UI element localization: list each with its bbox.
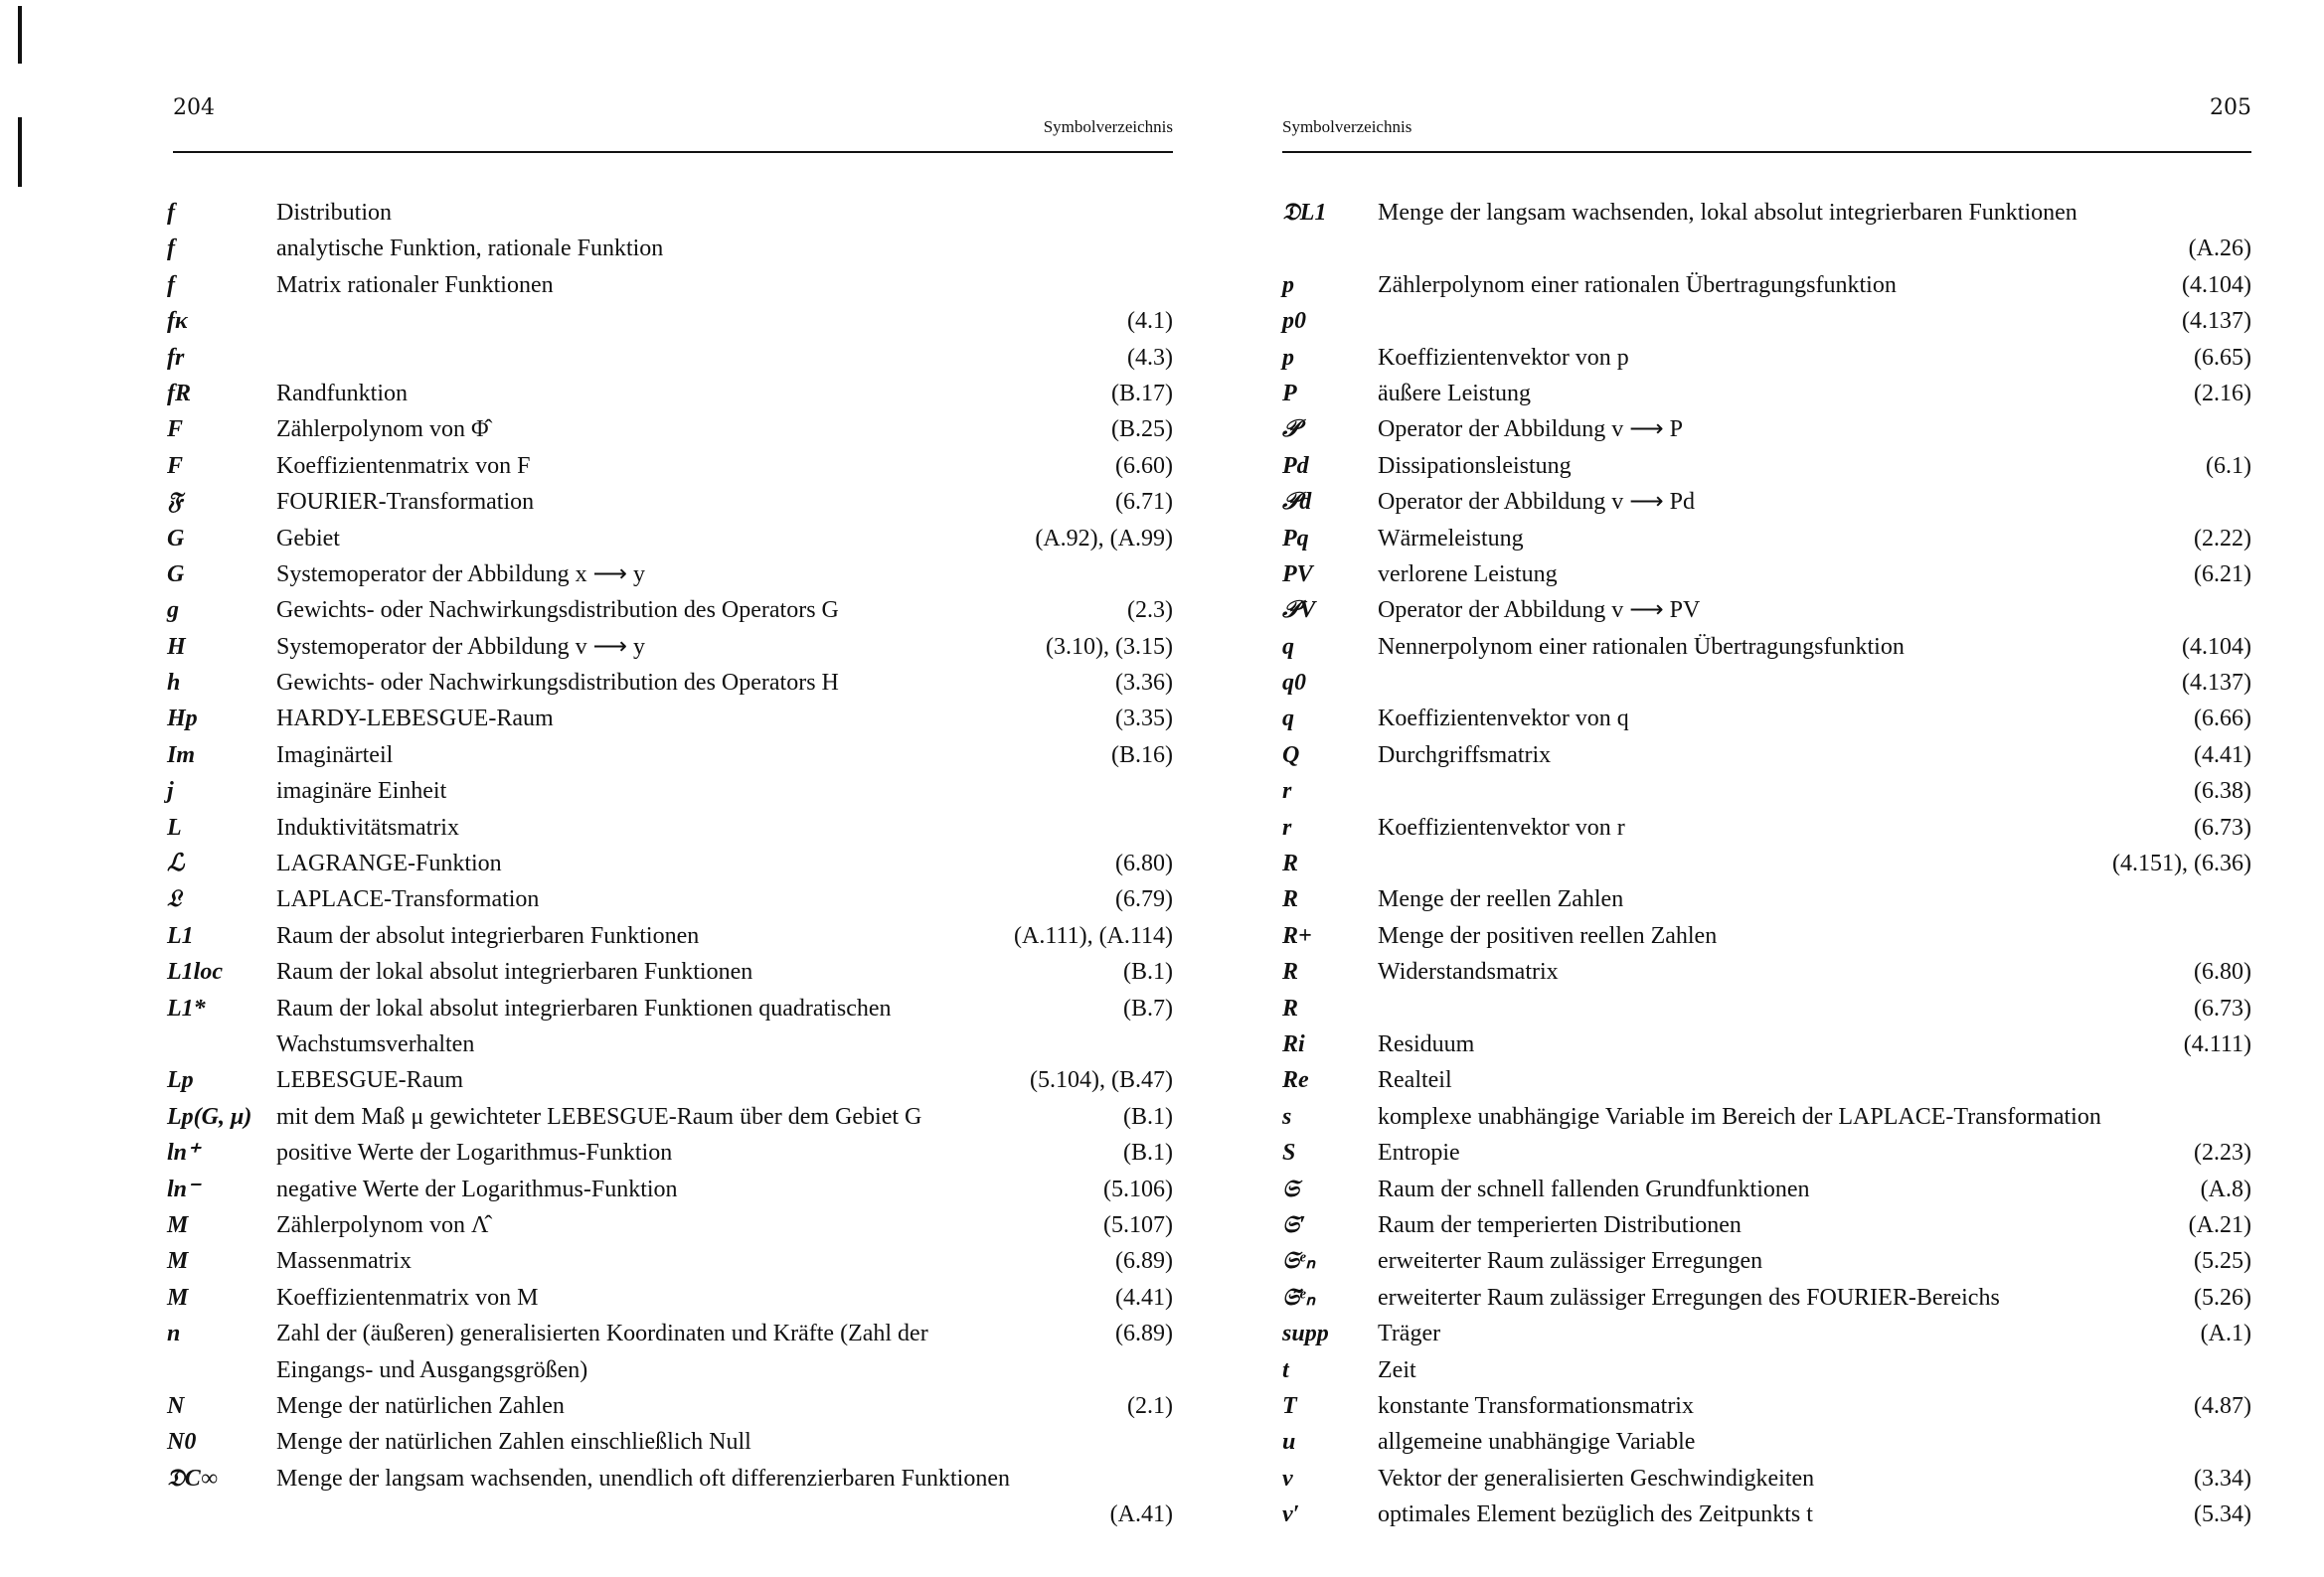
entry-symbol: 𝔇L1 (1282, 200, 1327, 226)
list-item (149, 1026, 1173, 1062)
entry-symbol: T (1282, 1392, 1297, 1419)
list-item (149, 1316, 1173, 1351)
entry-symbol: 𝔖 (1282, 1176, 1299, 1202)
entry-description: LAPLACE-Transformation (276, 886, 540, 913)
entry-reference: (2.23) (2194, 1140, 2251, 1167)
entry-reference: (5.104), (B.47) (1030, 1067, 1173, 1094)
list-item (1262, 1062, 2251, 1098)
entry-description: Gewichts- oder Nachwirkungsdistribution des Operators G (276, 597, 839, 624)
entry-description: negative Werte der Logarithmus-Funktion (276, 1176, 678, 1202)
list-item (1262, 1099, 2251, 1135)
entry-reference: (3.34) (2194, 1465, 2251, 1492)
list-item (149, 411, 1173, 447)
entry-description: komplexe unabhängige Variable im Bereich der LAPLACE-Transformation (1378, 1103, 2101, 1130)
entry-reference: (4.111) (2183, 1030, 2251, 1057)
list-item (1262, 592, 2251, 628)
entry-symbol: q0 (1282, 670, 1306, 697)
list-item (149, 1352, 1173, 1388)
list-item (149, 737, 1173, 773)
entry-description: allgemeine unabhängige Variable (1378, 1429, 1696, 1456)
entry-symbol: PV (1282, 560, 1313, 587)
entry-symbol: f (167, 200, 175, 226)
list-item (1262, 1207, 2251, 1243)
entry-reference: (5.107) (1103, 1211, 1173, 1238)
entry-description: Eingangs- und Ausgangsgrößen) (276, 1356, 588, 1383)
header-rule (173, 151, 1173, 153)
entry-symbol: fκ (167, 308, 188, 335)
entry-symbol: q (1282, 633, 1294, 660)
list-item (149, 1424, 1173, 1460)
entry-description: Koeffizientenvektor von q (1378, 706, 1629, 732)
entry-description: Massenmatrix (276, 1248, 412, 1275)
list-item (149, 1135, 1173, 1171)
entry-description: Zählerpolynom einer rationalen Übertragungsfunktion (1378, 271, 1897, 298)
list-item (149, 846, 1173, 881)
entry-reference: (A.8) (2200, 1176, 2251, 1202)
entry-reference: (6.66) (2194, 706, 2251, 732)
entry-symbol: supp (1282, 1321, 1329, 1347)
entry-reference: (3.35) (1115, 706, 1173, 732)
list-item (149, 340, 1173, 376)
list-item (149, 1243, 1173, 1279)
list-item (149, 1062, 1173, 1098)
entry-symbol: 𝒫V (1282, 597, 1316, 624)
entry-description: analytische Funktion, rationale Funktion (276, 236, 664, 262)
entry-symbol: p (1282, 344, 1294, 371)
entry-symbol: p (1282, 271, 1294, 298)
entry-reference: (4.41) (1115, 1284, 1173, 1311)
entry-reference: (2.1) (1127, 1392, 1173, 1419)
list-item (149, 1388, 1173, 1424)
list-item (1262, 1424, 2251, 1460)
entry-symbol: s (1282, 1103, 1292, 1130)
entry-symbol: Ri (1282, 1030, 1305, 1057)
entry-symbol: N (167, 1392, 185, 1419)
entry-symbol: t (1282, 1356, 1289, 1383)
entry-description: Koeffizientenvektor von r (1378, 814, 1625, 841)
entry-description: Imaginärteil (276, 741, 394, 768)
list-item (1262, 665, 2251, 701)
entry-description: Menge der langsam wachsenden, unendlich oft differenzierbaren Funktionen (276, 1465, 1010, 1492)
entry-reference: (5.25) (2194, 1248, 2251, 1275)
list-item (1262, 1497, 2251, 1532)
entry-symbol: G (167, 525, 185, 552)
entry-reference: (B.1) (1123, 1140, 1173, 1167)
right-page (1262, 0, 2251, 1577)
list-item (149, 954, 1173, 990)
list-item (149, 1280, 1173, 1316)
list-item (1262, 1461, 2251, 1497)
entry-reference: (6.89) (1115, 1321, 1173, 1347)
entry-symbol: R+ (1282, 922, 1312, 949)
entry-reference: (6.71) (1115, 489, 1173, 516)
list-item (149, 376, 1173, 411)
entry-symbol: Pd (1282, 452, 1309, 479)
list-item (1262, 521, 2251, 556)
entry-reference: (4.137) (2182, 670, 2251, 697)
list-item (1262, 954, 2251, 990)
entry-reference: (6.1) (2206, 452, 2251, 479)
entry-description: Raum der lokal absolut integrierbaren Funktionen (276, 959, 753, 986)
binding-mark-middle (18, 117, 22, 187)
entry-description: Zahl der (äußeren) generalisierten Koordinaten und Kräfte (Zahl der (276, 1321, 928, 1347)
list-item (1262, 881, 2251, 917)
entry-symbol: L1loc (167, 959, 223, 986)
entry-reference: (A.26) (2188, 236, 2251, 262)
entry-symbol: Q (1282, 741, 1300, 768)
entry-description: Zählerpolynom von Λ̂ (276, 1211, 489, 1238)
list-item (1262, 411, 2251, 447)
entry-symbol: R (1282, 886, 1299, 913)
entry-description: Menge der natürlichen Zahlen einschließlich Null (276, 1429, 751, 1456)
entry-symbol: S (1282, 1140, 1296, 1167)
entry-symbol: F (167, 452, 184, 479)
list-item (1262, 1316, 2251, 1351)
list-item (1262, 303, 2251, 339)
list-item (149, 1172, 1173, 1207)
list-item (149, 665, 1173, 701)
entry-reference: (5.26) (2194, 1284, 2251, 1311)
entry-description: Koeffizientenmatrix von M (276, 1284, 539, 1311)
list-item (1262, 629, 2251, 665)
entry-symbol: Pq (1282, 525, 1309, 552)
entry-symbol: fr (167, 344, 185, 371)
entry-reference: (6.21) (2194, 560, 2251, 587)
entry-description: mit dem Maß μ gewichteter LEBESGUE-Raum über dem Gebiet G (276, 1103, 922, 1130)
entry-description: Widerstandsmatrix (1378, 959, 1559, 986)
entry-reference: (6.80) (1115, 851, 1173, 877)
entry-description: optimales Element bezüglich des Zeitpunkts t (1378, 1501, 1813, 1528)
entry-description: FOURIER-Transformation (276, 489, 535, 516)
entry-description: Realteil (1378, 1067, 1452, 1094)
entry-symbol: M (167, 1248, 189, 1275)
entry-symbol: Lp(G, μ) (167, 1103, 252, 1130)
entry-reference: (6.60) (1115, 452, 1173, 479)
entry-reference: (6.73) (2194, 814, 2251, 841)
entry-description: Zeit (1378, 1356, 1416, 1383)
entry-reference: (2.3) (1127, 597, 1173, 624)
entry-description: Randfunktion (276, 380, 408, 406)
entry-description: Gebiet (276, 525, 340, 552)
entry-description: Vektor der generalisierten Geschwindigkeiten (1378, 1465, 1815, 1492)
entry-description: Dissipationsleistung (1378, 452, 1572, 479)
entry-symbol: f (167, 236, 175, 262)
list-item (1262, 1352, 2251, 1388)
list-item (149, 881, 1173, 917)
list-item (1262, 376, 2251, 411)
list-item (149, 521, 1173, 556)
entry-reference: (5.34) (2194, 1501, 2251, 1528)
entry-symbol: M (167, 1211, 189, 1238)
entry-symbol: v′ (1282, 1501, 1300, 1528)
entry-reference: (4.104) (2182, 633, 2251, 660)
entry-description: Durchgriffsmatrix (1378, 741, 1552, 768)
list-item (1262, 556, 2251, 592)
list-item (1262, 773, 2251, 809)
entry-symbol: ℒ (167, 851, 185, 877)
entry-description: Raum der schnell fallenden Grundfunktionen (1378, 1176, 1810, 1202)
entry-symbol: 𝒫d (1282, 489, 1312, 516)
list-item (149, 556, 1173, 592)
entry-reference: (B.7) (1123, 995, 1173, 1022)
entry-symbol: n (167, 1321, 181, 1347)
symbol-list (1262, 195, 2251, 1532)
entry-symbol: 𝔉 (167, 489, 183, 516)
entry-symbol: p0 (1282, 308, 1306, 335)
list-item (149, 701, 1173, 736)
entry-symbol: Lp (167, 1067, 194, 1094)
list-item (1262, 701, 2251, 736)
binding-mark-top (18, 6, 22, 64)
list-item (1262, 340, 2251, 376)
list-item (149, 629, 1173, 665)
entry-symbol: r (1282, 778, 1292, 805)
entry-description: Residuum (1378, 1030, 1475, 1057)
entry-description: Menge der reellen Zahlen (1378, 886, 1624, 913)
entry-reference: (4.137) (2182, 308, 2251, 335)
entry-description: Zählerpolynom von Φ̂ (276, 416, 489, 443)
list-item (1262, 737, 2251, 773)
entry-symbol: 𝔏 (167, 886, 182, 913)
entry-symbol: f (167, 271, 175, 298)
entry-reference: (B.1) (1123, 1103, 1173, 1130)
entry-description: Distribution (276, 200, 393, 226)
entry-symbol: R (1282, 851, 1299, 877)
entry-symbol: Im (167, 741, 196, 768)
entry-reference: (4.151), (6.36) (2112, 851, 2251, 877)
entry-symbol: r (1282, 814, 1292, 841)
list-item (1262, 448, 2251, 484)
entry-reference: (A.1) (2200, 1321, 2251, 1347)
list-item (1262, 1280, 2251, 1316)
entry-reference: (5.106) (1103, 1176, 1173, 1202)
list-item (149, 1099, 1173, 1135)
entry-symbol: R (1282, 995, 1299, 1022)
list-item (1262, 484, 2251, 520)
entry-description: Menge der langsam wachsenden, lokal absolut integrierbaren Funktionen (1378, 200, 2077, 226)
list-item (149, 267, 1173, 303)
list-item (1262, 1026, 2251, 1062)
entry-reference: (A.21) (2188, 1211, 2251, 1238)
entry-reference: (4.87) (2194, 1392, 2251, 1419)
entry-reference: (B.17) (1111, 380, 1173, 406)
list-item (149, 991, 1173, 1026)
list-item (149, 1497, 1173, 1532)
entry-symbol: ln⁺ (167, 1140, 200, 1167)
symbol-list (149, 195, 1173, 1532)
entry-description: Wachstumsverhalten (276, 1030, 475, 1057)
entry-description: Nennerpolynom einer rationalen Übertragungsfunktion (1378, 633, 1905, 660)
entry-reference: (A.41) (1109, 1501, 1173, 1528)
entry-symbol: q (1282, 706, 1294, 732)
entry-description: Systemoperator der Abbildung x ⟶ y (276, 560, 646, 587)
list-item (1262, 195, 2251, 231)
entry-symbol: 𝔖̃ᵉₙ (1282, 1284, 1316, 1311)
entry-reference: (6.73) (2194, 995, 2251, 1022)
list-item (1262, 918, 2251, 954)
entry-symbol: 𝔖′ (1282, 1211, 1306, 1238)
entry-reference: (B.16) (1111, 741, 1173, 768)
list-item (1262, 1135, 2251, 1171)
list-item (1262, 1172, 2251, 1207)
entry-symbol: R (1282, 959, 1299, 986)
entry-reference: (3.10), (3.15) (1046, 633, 1173, 660)
list-item (149, 195, 1173, 231)
entry-description: erweiterter Raum zulässiger Erregungen des FOURIER-Bereichs (1378, 1284, 2000, 1311)
entry-description: Menge der positiven reellen Zahlen (1378, 922, 1718, 949)
entry-symbol: Re (1282, 1067, 1309, 1094)
entry-symbol: L1* (167, 995, 206, 1022)
list-item (149, 231, 1173, 266)
list-item (1262, 267, 2251, 303)
entry-description: konstante Transformationsmatrix (1378, 1392, 1694, 1419)
entry-symbol: 𝔖ᵉₙ (1282, 1248, 1316, 1275)
list-item (149, 484, 1173, 520)
list-item (149, 810, 1173, 846)
list-item (149, 918, 1173, 954)
entry-reference: (6.38) (2194, 778, 2251, 805)
entry-description: LEBESGUE-Raum (276, 1067, 463, 1094)
entry-reference: (6.79) (1115, 886, 1173, 913)
entry-description: Wärmeleistung (1378, 525, 1524, 552)
entry-symbol: N0 (167, 1429, 197, 1456)
entry-description: Raum der absolut integrierbaren Funktionen (276, 922, 700, 949)
entry-reference: (4.41) (2194, 741, 2251, 768)
entry-reference: (4.104) (2182, 271, 2251, 298)
entry-description: Raum der temperierten Distributionen (1378, 1211, 1742, 1238)
entry-symbol: ln⁻ (167, 1176, 200, 1202)
entry-description: positive Werte der Logarithmus-Funktion (276, 1140, 673, 1167)
entry-description: Gewichts- oder Nachwirkungsdistribution des Operators H (276, 670, 839, 697)
entry-reference: (6.89) (1115, 1248, 1173, 1275)
left-page (149, 0, 1173, 1577)
entry-description: Koeffizientenmatrix von F (276, 452, 531, 479)
entry-symbol: 𝒫 (1282, 416, 1300, 443)
entry-symbol: M (167, 1284, 189, 1311)
entry-symbol: P (1282, 380, 1297, 406)
list-item (149, 303, 1173, 339)
entry-description: Operator der Abbildung v ⟶ P (1378, 416, 1684, 443)
entry-reference: (A.92), (A.99) (1035, 525, 1173, 552)
entry-description: HARDY-LEBESGUE-Raum (276, 706, 554, 732)
entry-description: LAGRANGE-Funktion (276, 851, 502, 877)
list-item (149, 592, 1173, 628)
entry-reference: (3.36) (1115, 670, 1173, 697)
entry-description: Raum der lokal absolut integrierbaren Funktionen quadratischen (276, 995, 892, 1022)
entry-description: Koeffizientenvektor von p (1378, 344, 1629, 371)
entry-symbol: v (1282, 1465, 1293, 1492)
entry-symbol: u (1282, 1429, 1296, 1456)
list-item (1262, 991, 2251, 1026)
list-item (1262, 231, 2251, 266)
page-number: 205 (2210, 95, 2251, 120)
list-item (1262, 1388, 2251, 1424)
entry-description: imaginäre Einheit (276, 778, 447, 805)
entry-description: Menge der natürlichen Zahlen (276, 1392, 565, 1419)
list-item (1262, 846, 2251, 881)
entry-description: Matrix rationaler Funktionen (276, 271, 554, 298)
entry-reference: (2.16) (2194, 380, 2251, 406)
entry-description: Induktivitätsmatrix (276, 814, 459, 841)
entry-description: Operator der Abbildung v ⟶ PV (1378, 597, 1701, 624)
entry-symbol: H (167, 633, 186, 660)
entry-symbol: L (167, 814, 182, 841)
entry-reference: (2.22) (2194, 525, 2251, 552)
entry-reference: (A.111), (A.114) (1014, 922, 1173, 949)
entry-reference: (6.80) (2194, 959, 2251, 986)
entry-symbol: 𝔇C∞ (167, 1465, 218, 1492)
entry-description: Entropie (1378, 1140, 1460, 1167)
entry-reference: (B.1) (1123, 959, 1173, 986)
entry-symbol: h (167, 670, 181, 697)
list-item (149, 1207, 1173, 1243)
list-item (1262, 1243, 2251, 1279)
entry-description: Systemoperator der Abbildung v ⟶ y (276, 633, 646, 660)
entry-symbol: j (167, 778, 174, 805)
entry-description: Operator der Abbildung v ⟶ Pd (1378, 489, 1696, 516)
entry-symbol: G (167, 560, 185, 587)
entry-description: verlorene Leistung (1378, 560, 1558, 587)
running-head: Symbolverzeichnis (1282, 117, 1412, 136)
entry-symbol: fR (167, 380, 191, 406)
entry-reference: (4.1) (1127, 308, 1173, 335)
entry-symbol: F (167, 416, 184, 443)
entry-description: erweiterter Raum zulässiger Erregungen (1378, 1248, 1763, 1275)
page-number: 204 (173, 95, 215, 120)
header-rule (1282, 151, 2251, 153)
list-item (149, 1461, 1173, 1497)
list-item (149, 773, 1173, 809)
entry-reference: (4.3) (1127, 344, 1173, 371)
entry-description: Träger (1378, 1321, 1441, 1347)
entry-reference: (B.25) (1111, 416, 1173, 443)
entry-reference: (6.65) (2194, 344, 2251, 371)
entry-symbol: g (167, 597, 179, 624)
entry-symbol: L1 (167, 922, 194, 949)
running-head: Symbolverzeichnis (1043, 117, 1173, 136)
entry-description: äußere Leistung (1378, 380, 1531, 406)
list-item (1262, 810, 2251, 846)
entry-symbol: Hp (167, 706, 198, 732)
list-item (149, 448, 1173, 484)
